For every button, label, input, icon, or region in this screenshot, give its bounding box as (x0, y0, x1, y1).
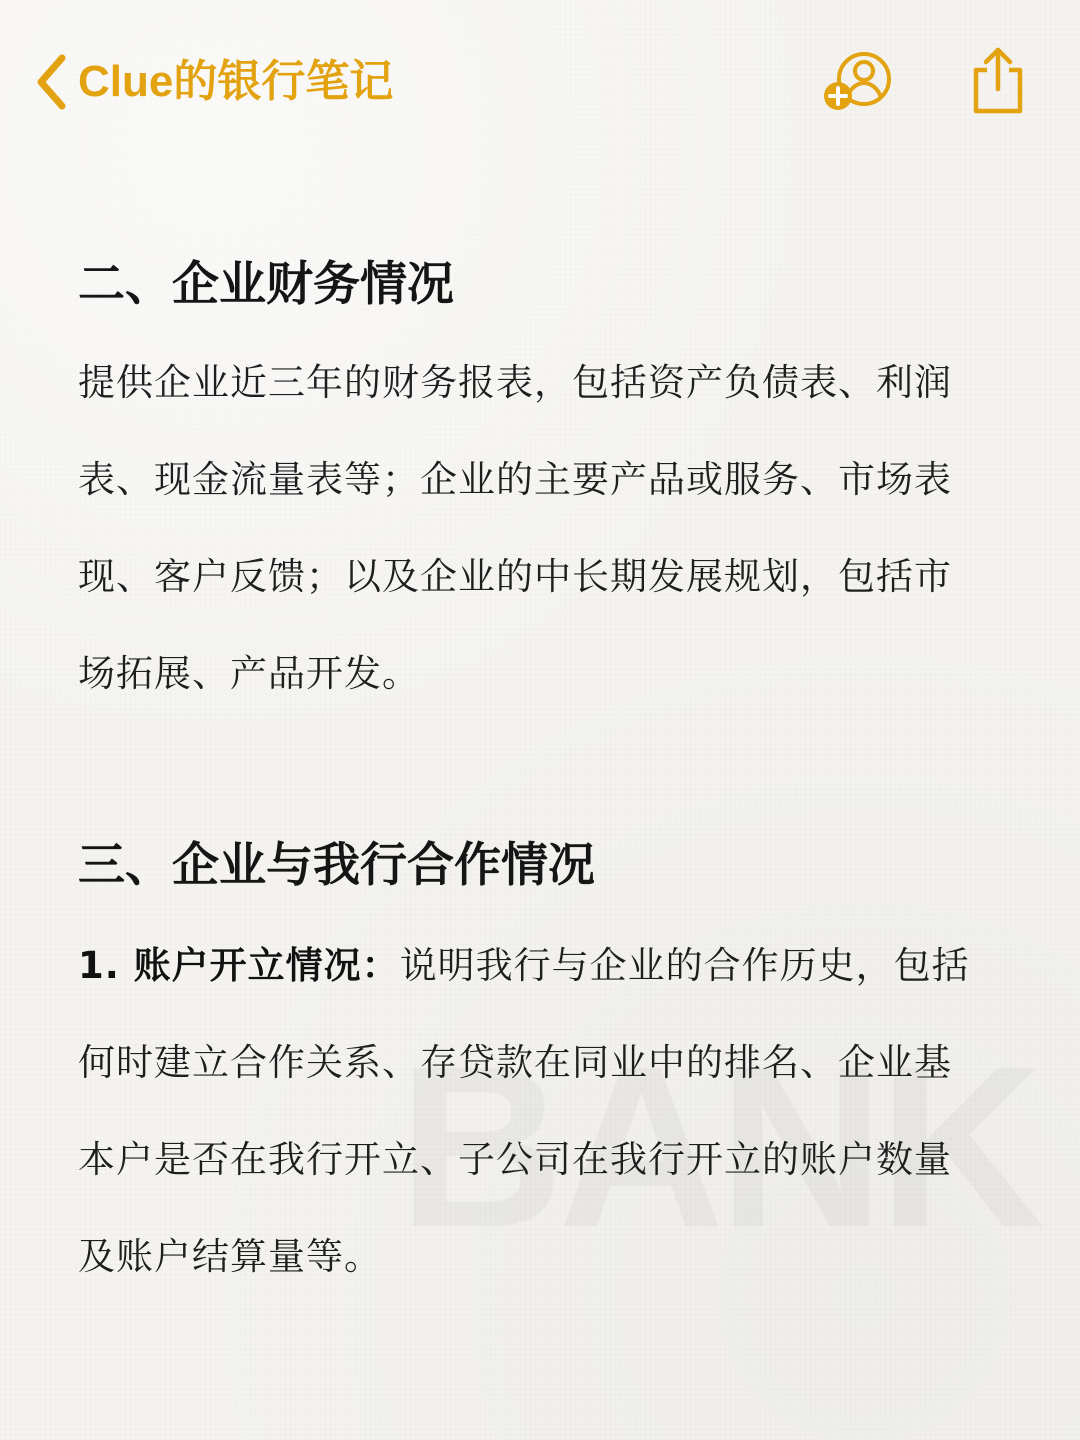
section-title-financials: 二、企业财务情况 (78, 257, 454, 312)
person-add-icon (824, 50, 898, 116)
section-body-financials: 提供企业近三年的财务报表，包括资产负债表、利润表、现金流量表等；企业的主要产品或服务、市场表现、客户反馈；以及企业的中长期发展规划，包括市场拓展、产品开发。 (78, 361, 952, 695)
account-opening-heading: 1. 账户开立情况： (78, 944, 400, 987)
share-icon (968, 45, 1028, 117)
back-label: Clue的银行笔记 (78, 57, 394, 106)
add-collaborator-button[interactable] (824, 50, 898, 116)
navigation-bar (0, 0, 1080, 170)
section-title-cooperation: 三、企业与我行合作情况 (78, 838, 595, 893)
section-body-cooperation (78, 917, 988, 1305)
account-opening-description: 说明我行与企业的合作历史，包括何时建立合作关系、存贷款在同业中的排名、企业基本户是否在我行开立、子公司在我行开立的账户数量及账户结算量等。 (78, 944, 970, 1278)
chevron-left-icon (32, 51, 70, 113)
share-button[interactable] (968, 45, 1028, 117)
back-button[interactable] (32, 50, 393, 114)
